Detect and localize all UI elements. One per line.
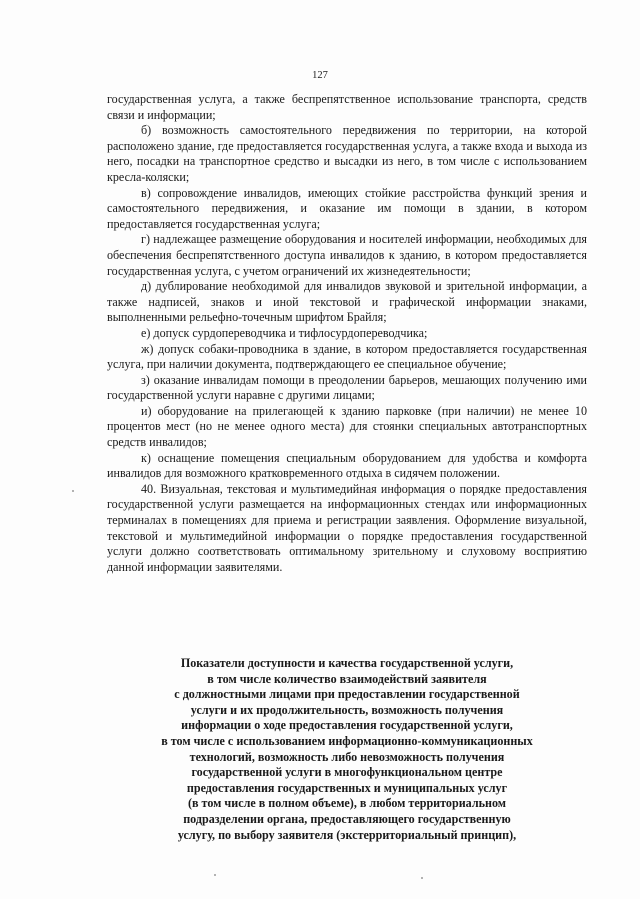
heading-line: технологий, возможность либо невозможность получения [189, 749, 505, 764]
scan-artifact [421, 877, 423, 879]
heading-line: в том числе количество взаимодействий заявителя [207, 671, 487, 686]
paragraph-item-v: в) сопровождение инвалидов, имеющих стойкие расстройства функций зрения и самостоятельного передвижения, и оказание им помощи в здании, в котором предоставляется государственная услуга; [107, 185, 587, 231]
heading-line: услугу, по выбору заявителя (экстерриториальный принцип), [177, 827, 517, 842]
body-text [107, 92, 587, 575]
scan-artifact [72, 490, 74, 492]
paragraph-continuation: государственная услуга, а также беспрепятственное использование транспорта, средств связи и информации; [107, 92, 587, 122]
heading-line: подразделении органа, предоставляющего государственную [183, 811, 511, 826]
heading-line: Показатели доступности и качества государственной услуги, [180, 656, 514, 670]
heading-line: услуги и их продолжительность, возможность получения [190, 702, 504, 717]
paragraph-item-g: г) надлежащее размещение оборудования и носителей информации, необходимых для обеспечения беспрепятственного доступа инвалидов к зданию, в котором предоставляется государственная услуга, с учетом ограничений их жизнедеятельности; [107, 232, 587, 278]
heading-line: информации о ходе предоставления государственной услуги, [181, 718, 513, 733]
section-heading [107, 656, 587, 843]
paragraph-item-b: б) возможность самостоятельного передвижения по территории, на которой расположено здание, где предоставляется государственная услуга, а также входа и выхода из него, посадки на транспортное средство и высадки из него, в том числе с использованием кресла-коляски; [107, 123, 587, 184]
paragraph-item-e: е) допуск сурдопереводчика и тифлосурдопереводчика; [141, 325, 428, 340]
paragraph-item-i: и) оборудование на прилегающей к зданию парковке (при наличии) не менее 10 процентов мест (но не менее одного места) для стоянки специальных автотранспортных средств инвалидов; [107, 403, 587, 450]
paragraph-item-d: д) дублирование необходимой для инвалидов звуковой и зрительной информации, а также надписей, знаков и иной текстовой и графической информации знаками, выполненными рельефно-точечным шрифтом Брайля; [107, 279, 587, 325]
scan-artifact [214, 874, 216, 876]
paragraph-item-zh: ж) допуск собаки-проводника в здание, в котором предоставляется государственная услуга, при наличии документа, подтверждающего ее специальное обучение; [107, 341, 587, 372]
heading-line: государственной услуги в многофункциональном центре [191, 765, 503, 780]
page-number: 127 [312, 70, 328, 81]
paragraph-item-k: к) оснащение помещения специальным оборудованием для удобства и комфорта инвалидов для возможного кратковременного отдыха в сидячем положении. [107, 450, 587, 481]
heading-line: предоставления государственных и муниципальных услуг [186, 780, 508, 795]
paragraph-item-z: з) оказание инвалидам помощи в преодолении барьеров, мешающих получению ими государственной услуги наравне с другими лицами; [107, 372, 587, 403]
heading-line: с должностными лицами при предоставлении государственной [174, 687, 520, 702]
paragraph-clause-40: 40. Визуальная, текстовая и мультимедийная информация о порядке предоставления государственной услуги размещается на информационных стендах или информационных терминалах в помещениях для приема и регистрации заявления. Оформление визуальной, текстовой и мультимедийной информации о порядке предоставления государственной услуги должно соответствовать оптимальному зрительному и слуховому восприятию данной информации заявителями. [107, 481, 587, 574]
heading-line: в том числе с использованием информационно-коммуникационных [161, 733, 533, 748]
heading-line: (в том числе в полном объеме), в любом территориальном [187, 796, 507, 811]
